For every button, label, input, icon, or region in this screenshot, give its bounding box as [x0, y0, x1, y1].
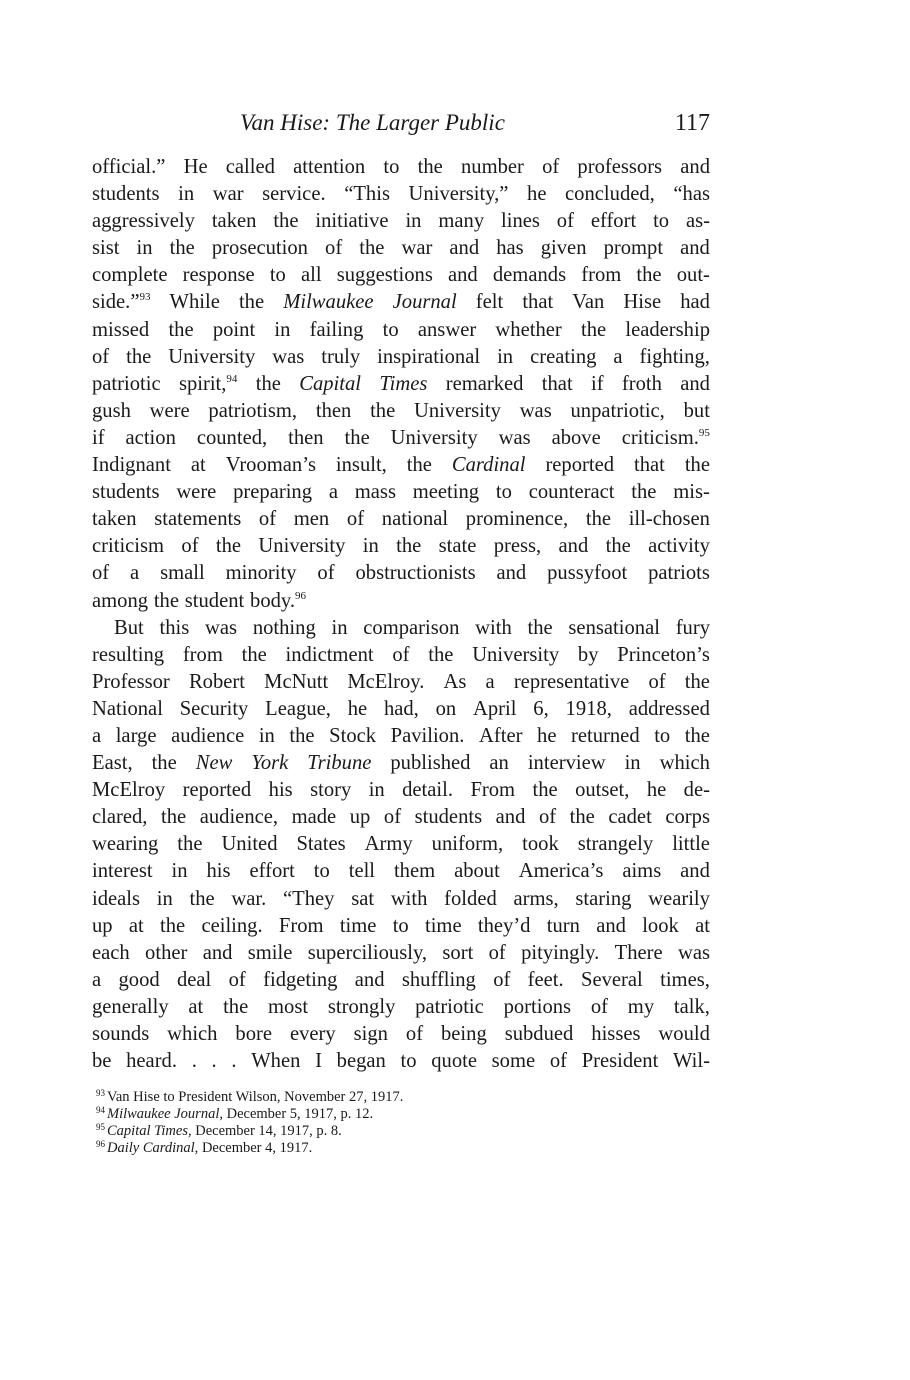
text-line: each other and smile superciliously, sort of pityingly. There was — [92, 941, 710, 964]
footnotes — [92, 1089, 710, 1157]
body-text — [92, 154, 710, 1075]
page-number: 117 — [674, 110, 710, 136]
text-line: up at the ceiling. From time to time they’d turn and look at — [92, 914, 710, 937]
text-line: be heard. . . . When I began to quote some of President Wil- — [92, 1050, 710, 1073]
footnote: $^{95}$ Capital Times, December 14, 1917, p. 8. — [96, 1122, 342, 1140]
text-line: sounds which bore every sign of being subdued hisses would — [92, 1023, 710, 1045]
text-line: generally at the most strongly patriotic portions of my talk, — [92, 995, 710, 1018]
text-line: of a small minority of obstructionists and pussyfoot patriots — [92, 562, 710, 585]
text-line: gush were patriotism, then the University was unpatriotic, but — [92, 399, 710, 422]
text-line: wearing the United States Army uniform, took strangely little — [92, 833, 710, 856]
text-line: a large audience in the Stock Pavilion. After he returned to the — [92, 724, 710, 747]
text-line: a good deal of fidgeting and shuffling of feet. Several times, — [92, 968, 710, 991]
text-line: resulting from the indictment of the University by Princeton’s — [92, 643, 710, 666]
text-line: Indignant at Vrooman’s insult, the Cardinal reported that the — [92, 454, 710, 477]
footnote: $^{93}$ Van Hise to President Wilson, November 27, 1917. — [96, 1088, 404, 1106]
text-line: if action counted, then the University was above criticism.$^{95}$ — [92, 426, 710, 449]
text-line: Professor Robert McNutt McElroy. As a representative of the — [92, 670, 710, 693]
text-line: National Security League, he had, on April 6, 1918, addressed — [92, 697, 710, 720]
text-line: among the student body.$^{96}$ — [92, 589, 307, 612]
text-line: But this was nothing in comparison with the sensational fury — [114, 616, 710, 639]
text-line: criticism of the University in the state press, and the activity — [92, 535, 710, 558]
footnote: $^{94}$ Milwaukee Journal, December 5, 1917, p. 12. — [96, 1105, 374, 1123]
text-line: ideals in the war. “They sat with folded arms, staring wearily — [92, 887, 710, 910]
text-line: East, the New York Tribune published an interview in which — [92, 752, 710, 775]
text-line: aggressively taken the initiative in many lines of effort to as- — [92, 210, 710, 233]
text-line: side.”$^{93}$ While the Milwaukee Journal felt that Van Hise had — [92, 291, 710, 314]
running-head — [92, 110, 710, 154]
text-line: sist in the prosecution of the war and has given prompt and — [92, 237, 710, 260]
text-line: complete response to all suggestions and demands from the out- — [92, 264, 710, 287]
text-line: official.” He called attention to the number of professors and — [92, 156, 710, 178]
text-line: missed the point in failing to answer whether the leadership — [92, 318, 710, 341]
running-title: Van Hise: The Larger Public — [240, 110, 505, 135]
book-page — [92, 110, 710, 1157]
text-line: clared, the audience, made up of students and of the cadet corps — [92, 806, 710, 829]
text-line: of the University was truly inspirational in creating a fighting, — [92, 345, 710, 368]
text-line: McElroy reported his story in detail. From the outset, he de- — [92, 779, 710, 802]
footnote: $^{96}$ Daily Cardinal, December 4, 1917. — [96, 1139, 313, 1157]
text-line: interest in his effort to tell them about America’s aims and — [92, 860, 710, 883]
text-line: students in war service. “This University,” he concluded, “has — [92, 183, 710, 206]
text-line: patriotic spirit,$^{94}$ the Capital Times remarked that if froth and — [92, 372, 710, 395]
text-line: students were preparing a mass meeting to counteract the mis- — [92, 481, 710, 504]
text-line: taken statements of men of national prominence, the ill-chosen — [92, 508, 710, 531]
